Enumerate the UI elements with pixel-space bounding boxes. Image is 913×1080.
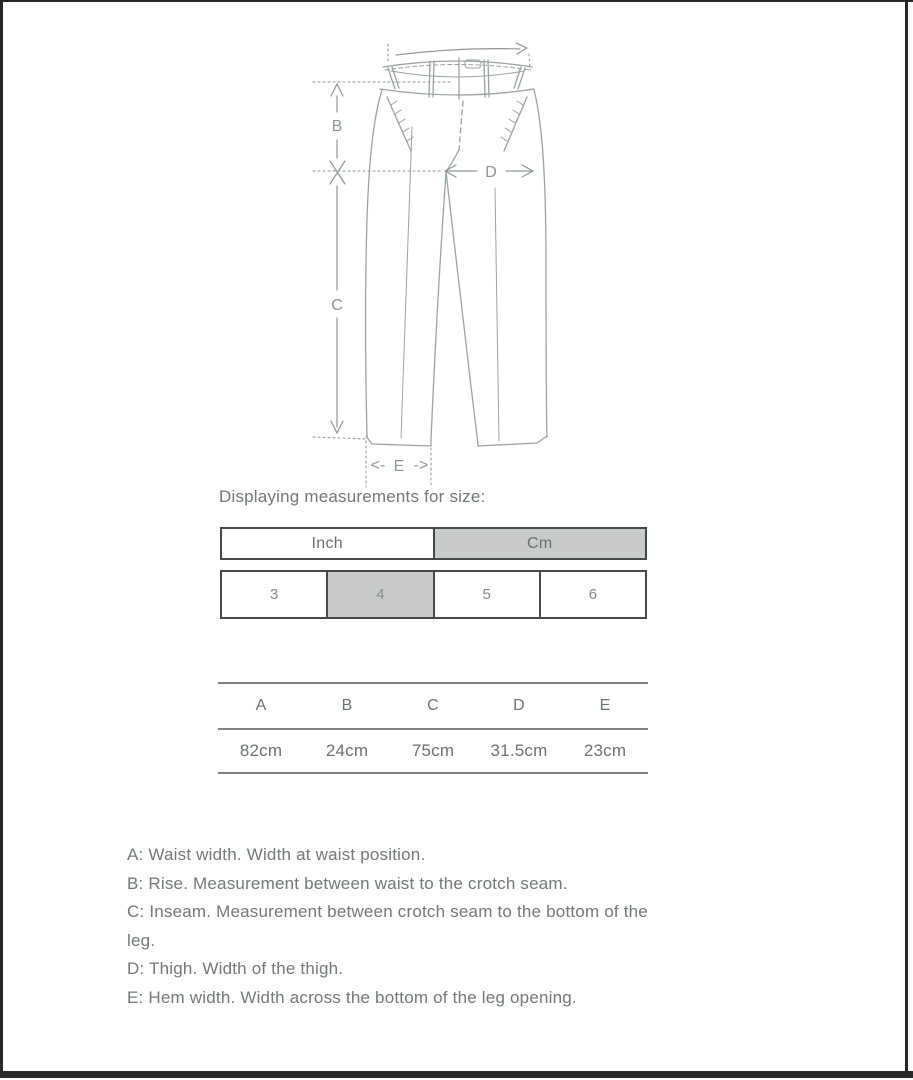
legend-line-b: B: Rise. Measurement between waist to the crotch seam. — [127, 873, 568, 893]
label-d: D — [485, 164, 497, 181]
pants-diagram — [290, 34, 570, 499]
unit-option-inch[interactable]: Inch — [311, 534, 343, 552]
table-value-b: 24cm — [325, 741, 369, 760]
legend-line-c-wrap: leg. — [127, 930, 156, 950]
label-c: C — [331, 297, 343, 314]
measurements-table — [218, 682, 648, 774]
unit-toggle — [220, 527, 647, 560]
table-value-c: 75cm — [411, 741, 455, 760]
size-option-5[interactable]: 5 — [433, 572, 539, 617]
size-selector — [220, 570, 647, 619]
size-option-4[interactable]: 4 — [326, 572, 432, 617]
label-e-left-arrow: <- — [370, 457, 386, 474]
page-border-top — [0, 0, 913, 2]
label-b: B — [331, 118, 343, 135]
table-value-a: 82cm — [239, 741, 283, 760]
table-header-b: B — [341, 697, 353, 714]
page-border-right — [905, 0, 908, 1078]
page-border-left — [0, 0, 3, 1078]
page-border-bottom — [0, 1071, 913, 1078]
measurement-legend — [127, 841, 767, 1013]
table-header-a: A — [255, 697, 267, 714]
table-header-d: D — [513, 697, 525, 714]
table-header-c: C — [427, 697, 439, 714]
table-header-row — [218, 684, 648, 728]
size-option-6[interactable]: 6 — [539, 572, 645, 617]
legend-line-e: E: Hem width. Width across the bottom of the leg opening. — [127, 987, 577, 1007]
pants-outline — [366, 58, 547, 446]
measurement-annotations — [313, 43, 533, 487]
size-prompt-text: Displaying measurements for size: — [219, 487, 486, 506]
table-value-e: 23cm — [583, 741, 627, 760]
label-e: E — [393, 458, 405, 475]
size-option-3[interactable]: 3 — [269, 586, 279, 603]
legend-line-d: D: Thigh. Width of the thigh. — [127, 959, 344, 979]
legend-line-a: A: Waist width. Width at waist position. — [127, 845, 426, 864]
table-rule-bottom — [218, 772, 648, 774]
unit-option-cm[interactable]: Cm — [433, 529, 646, 558]
table-value-d: 31.5cm — [490, 741, 548, 760]
legend-line-c: C: Inseam. Measurement between crotch seam to the bottom of the — [127, 902, 648, 922]
table-header-e: E — [599, 697, 611, 714]
table-value-row — [218, 730, 648, 772]
label-e-right-arrow: -> — [413, 457, 429, 474]
